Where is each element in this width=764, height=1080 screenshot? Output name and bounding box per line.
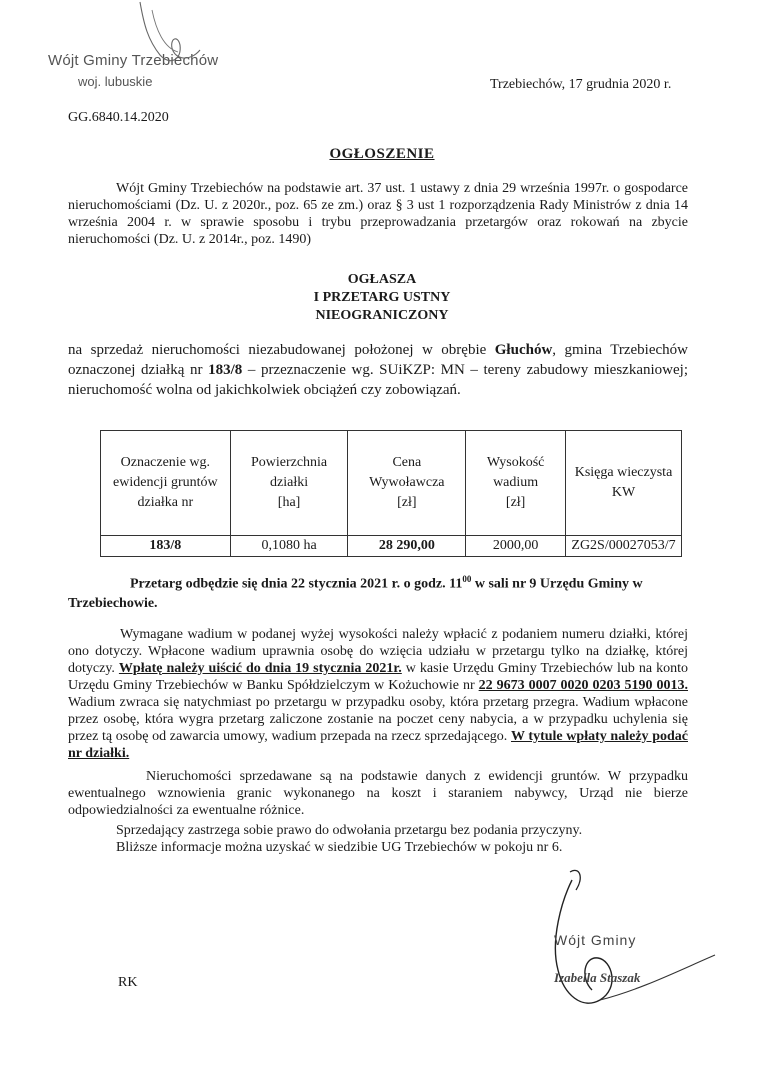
deposit-deadline: Wpłatę należy uiścić do dnia 19 stycznia 2021r.: [118, 661, 402, 676]
information-paragraph: Bliższe informacje można uzyskać w siedzibie UG Trzebiechów w pokoju nr 6.: [116, 840, 563, 855]
header-land-register: Księga wieczysta KW: [566, 431, 682, 536]
payment-title-note: W tytule wpłaty należy podać nr działki.: [68, 729, 688, 761]
signatory-name: Izabella Staszak: [554, 970, 641, 985]
land-records-paragraph: Nieruchomości sprzedawane są na podstawie danych z ewidencji gruntów. W przypadku ewentualnego wznowienia granic wykonanego na koszt i staraniem nabywcy, Urząd nie bierze odpowiedzialności za ewentualne różnice.: [68, 769, 688, 818]
cell-deposit: 2000,00: [466, 536, 566, 557]
header-area: Powierzchnia działki [ha]: [230, 431, 348, 536]
signature-block: [540, 860, 740, 1035]
cell-land-register: ZG2S/00027053/7: [566, 536, 682, 557]
auction-type-line: I PRZETARG USTNY: [313, 290, 451, 305]
stamp-office-name: Wójt Gminy Trzebiechów: [48, 52, 219, 69]
cell-price: 28 290,00: [348, 536, 466, 557]
announce-heading: OGŁASZA: [347, 272, 417, 287]
cancellation-paragraph: Sprzedający zastrzega sobie prawo do odwołania przetargu bez podania przyczyny.: [116, 823, 583, 838]
auction-date-paragraph: Przetarg odbędzie się dnia 22 stycznia 2021 r. o godz. $11^{00}$ w sali nr 9 Urzędu Gminy w Trzebiechowie.: [68, 574, 643, 611]
place-and-date: Trzebiechów, 17 grudnia 2020 r.: [490, 77, 672, 92]
bank-account-number: 22 9673 0007 0020 0203 5190 0013.: [478, 678, 689, 693]
author-initials: RK: [118, 975, 138, 990]
village-name: Głuchów: [494, 342, 553, 358]
table-header-row: [101, 431, 682, 536]
cell-area: 0,1080 ha: [230, 536, 348, 557]
stamp-signature-scribble: [130, 0, 220, 85]
stamp-region: woj. lubuskie: [78, 74, 153, 89]
intro-paragraph: Wójt Gminy Trzebiechów na podstawie art. 37 ust. 1 ustawy z dnia 29 września 1997r. o gospodarce nieruchomościami (Dz. U. z 2020r., poz. 65 ze zm.) oraz § 3 ust 1 rozporządzenia Rady Ministrów z dnia 14 września 2004 r. w sprawie sposobu i trybu przeprowadzania przetargów oraz rokowań na zbycie nieruchomości (Dz. U. z 2014r., poz. 1490): [68, 181, 688, 247]
cell-plot: 183/8: [101, 536, 231, 557]
header-deposit: Wysokość wadium [zł]: [466, 431, 566, 536]
signatory-title: Wójt Gminy: [554, 932, 637, 948]
header-starting-price: Cena Wywoławcza [zł]: [348, 431, 466, 536]
deposit-paragraph: Wymagane wadium w podanej wyżej wysokości należy wpłacić z podaniem numeru działki, której ono dotyczy. Wpłacone wadium uprawnia osobę do wzięcia udziału w przetargu tylko na działkę, której dotyczy. Wpłatę należy uiścić do dnia 19 stycznia 2021r. w kasie Urzędu Gminy Trzebiechów lub na konto Urzędu Gminy Trzebiechów w Banku Spółdzielczym w Kożuchowie nr 22 9673 0007 0020 0203 5190 0013. Wadium zwraca się natychmiast po przetargu w przypadku osoby, która przetarg przegra. Wadium wpłacone przez osobę, która wygra przetarg zaliczone zostanie na poczet ceny nabycia, a w przypadku uchylenia się przez tą osobę od zawarcia umowy, wadium przepada na rzecz sprzedającego. W tytule wpłaty należy podać nr działki.: [68, 627, 689, 761]
header-plot-designation: Oznaczenie wg. ewidencji gruntów działka nr: [101, 431, 231, 536]
table-row: [101, 536, 682, 557]
property-paragraph: na sprzedaż nieruchomości niezabudowanej położonej w obrębie Głuchów, gmina Trzebiechów oznaczonej działką nr 183/8 – przeznaczenie wg. SUiKZP: MN – tereny zabudowy mieszkaniowej; nieruchomość wolna od jakichkolwiek obciążeń czy zobowiązań.: [68, 342, 688, 398]
auction-scope-line: NIEOGRANICZONY: [315, 308, 449, 323]
case-reference: GG.6840.14.2020: [68, 110, 169, 125]
property-table: [100, 430, 682, 557]
document-title: OGŁOSZENIE: [329, 146, 435, 162]
plot-number: 183/8: [208, 362, 243, 378]
